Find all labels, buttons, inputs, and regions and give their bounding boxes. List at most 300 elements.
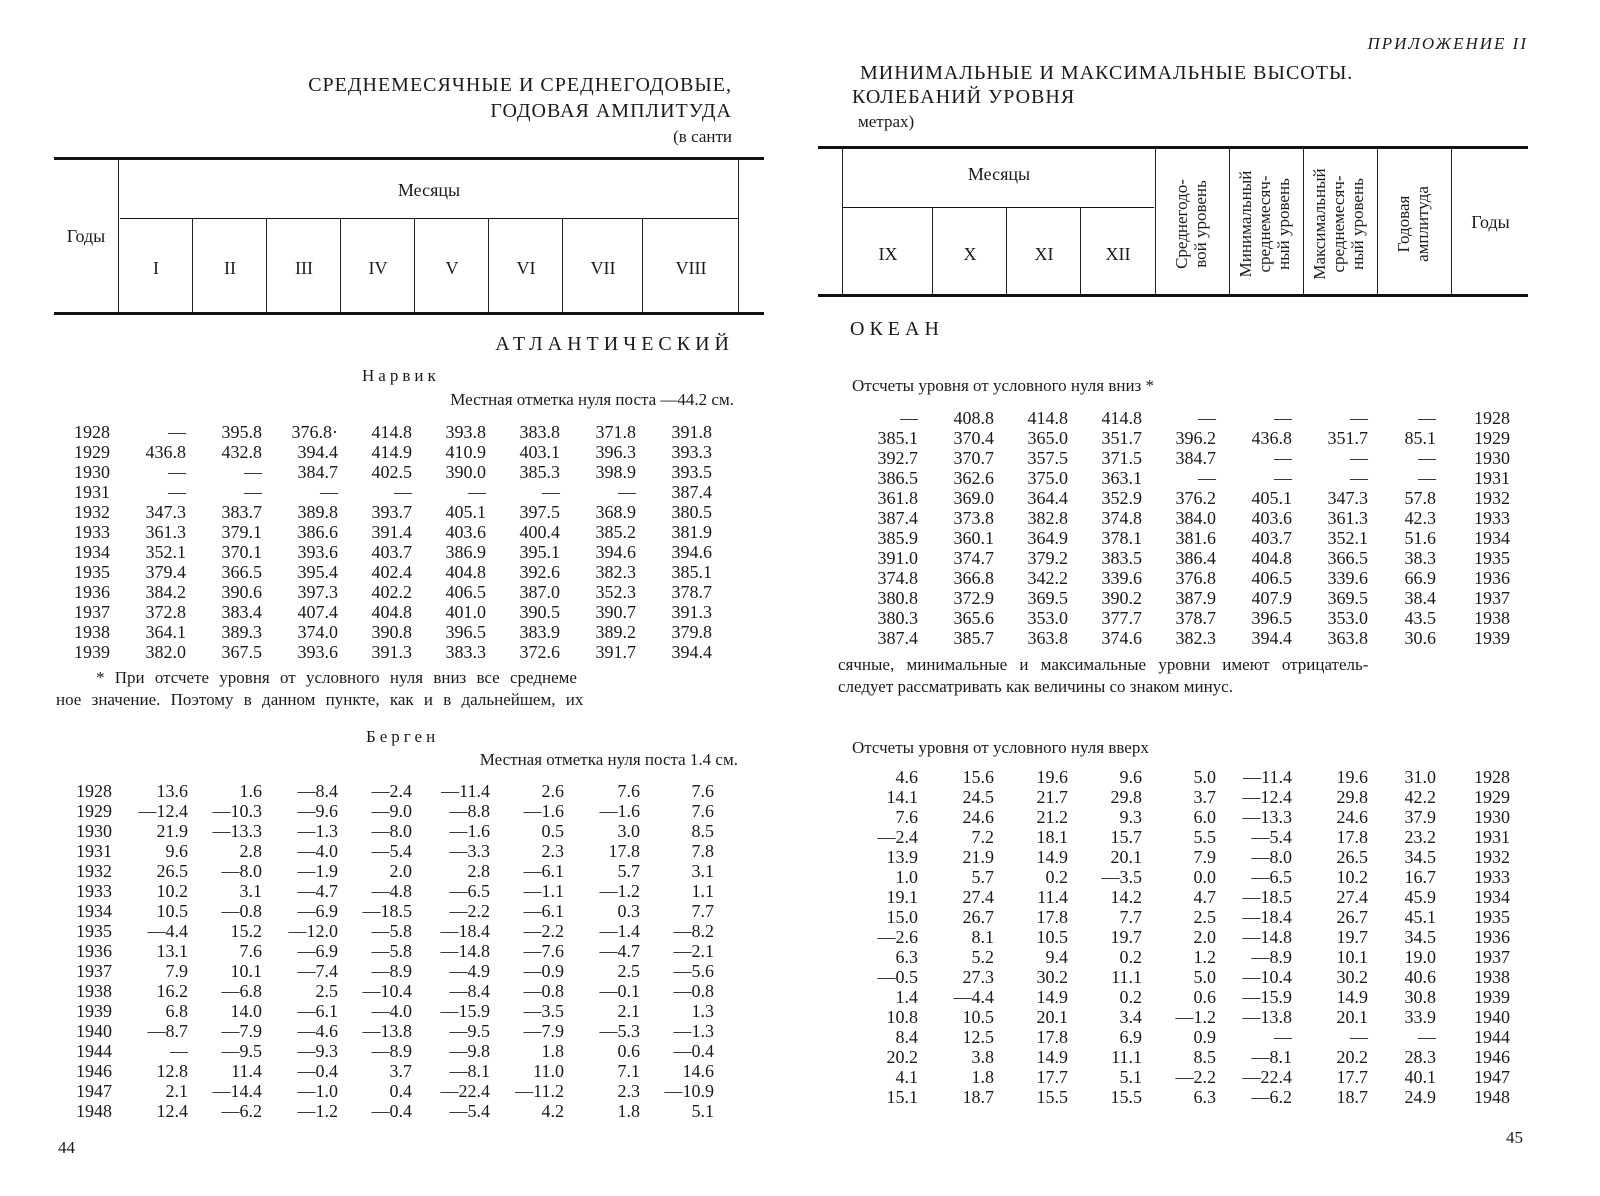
- value-cell: 373.8: [953, 508, 994, 528]
- value-cell: 394.4: [671, 642, 712, 662]
- table-row: [74, 482, 712, 502]
- value-cell: 0.9: [1193, 1027, 1216, 1047]
- ocean-label-right: ОКЕАН: [850, 318, 944, 340]
- value-cell: 7.1: [617, 1061, 640, 1081]
- value-cell: —7.9: [221, 1021, 262, 1041]
- month-header-iii: III: [295, 258, 313, 278]
- value-cell: 361.3: [1327, 508, 1368, 528]
- value-cell: —2.2: [523, 921, 564, 941]
- value-cell: 391.8: [671, 422, 712, 442]
- year-cell: 1929: [1474, 428, 1510, 448]
- value-cell: 8.5: [1193, 1047, 1216, 1067]
- value-cell: —11.4: [441, 781, 490, 801]
- table-row: [868, 1007, 1510, 1027]
- value-cell: —9.5: [221, 1041, 262, 1061]
- value-cell: 15.5: [1110, 1087, 1142, 1107]
- year-cell: 1928: [1474, 767, 1510, 787]
- value-cell: 2.3: [541, 841, 564, 861]
- table-row: [868, 887, 1510, 907]
- left-title-line1: СРЕДНЕМЕСЯЧНЫЕ И СРЕДНЕГОДОВЫЕ,: [308, 74, 732, 96]
- value-cell: 30.8: [1404, 987, 1436, 1007]
- value-cell: 393.6: [297, 642, 338, 662]
- year-cell: 1940: [76, 1021, 112, 1041]
- value-cell: —8.2: [673, 921, 714, 941]
- value-cell: 372.8: [145, 602, 186, 622]
- value-cell: —0.4: [673, 1041, 714, 1061]
- narvik-table-left: [74, 422, 712, 662]
- table-row: [868, 867, 1510, 887]
- value-cell: —5.6: [673, 961, 714, 981]
- table-row: [868, 767, 1510, 787]
- table-row: [868, 987, 1510, 1007]
- value-cell: 7.6: [691, 801, 714, 821]
- value-cell: —: [1350, 468, 1368, 488]
- value-cell: —8.9: [1251, 947, 1292, 967]
- value-cell: 14.0: [230, 1001, 262, 1021]
- value-cell: —1.2: [297, 1101, 338, 1121]
- table-row: [76, 961, 714, 981]
- value-cell: 0.4: [389, 1081, 412, 1101]
- value-cell: —7.6: [523, 941, 564, 961]
- header-max-monthly: Максимальный среднемесяч- ный уровень: [1310, 168, 1367, 280]
- value-cell: 40.6: [1404, 967, 1436, 987]
- value-cell: 385.9: [877, 528, 918, 548]
- left-months-rule: [120, 218, 738, 219]
- year-cell: 1938: [76, 981, 112, 1001]
- value-cell: 3.1: [691, 861, 714, 881]
- value-cell: 12.4: [156, 1101, 188, 1121]
- month-header-vii: VII: [590, 258, 616, 278]
- table-row: [76, 901, 714, 921]
- table-row: [868, 927, 1510, 947]
- value-cell: 365.6: [953, 608, 994, 628]
- year-cell: 1933: [1474, 867, 1510, 887]
- value-cell: 390.5: [519, 602, 560, 622]
- value-cell: 376.2: [1175, 488, 1216, 508]
- value-cell: 400.4: [519, 522, 560, 542]
- value-cell: —: [394, 482, 412, 502]
- value-cell: 1.4: [895, 987, 918, 1007]
- left-header-bottom-rule: [54, 312, 764, 315]
- page-number-left: 44: [58, 1138, 75, 1157]
- value-cell: —: [542, 482, 560, 502]
- value-cell: 374.0: [297, 622, 338, 642]
- value-cell: 392.6: [519, 562, 560, 582]
- value-cell: 396.3: [595, 442, 636, 462]
- value-cell: —5.3: [599, 1021, 640, 1041]
- value-cell: 7.9: [165, 961, 188, 981]
- value-cell: —1.6: [523, 801, 564, 821]
- table-row: [74, 442, 712, 462]
- value-cell: 24.6: [1336, 807, 1368, 827]
- value-cell: —3.5: [1101, 867, 1142, 887]
- table-row: [868, 967, 1510, 987]
- value-cell: —6.5: [449, 881, 490, 901]
- footnote-right-line2: следует рассматривать как величины со знаком минус.: [838, 677, 1233, 696]
- value-cell: 394.4: [1251, 628, 1292, 648]
- value-cell: —: [1198, 408, 1216, 428]
- value-cell: —: [468, 482, 486, 502]
- value-cell: 6.8: [165, 1001, 188, 1021]
- left-col-divider: [118, 160, 119, 312]
- value-cell: 6.3: [1193, 1087, 1216, 1107]
- value-cell: 403.1: [519, 442, 560, 462]
- right-col-divider: [1451, 149, 1452, 294]
- year-cell: 1935: [1474, 907, 1510, 927]
- year-cell: 1934: [1474, 887, 1510, 907]
- month-header-x: X: [963, 244, 977, 264]
- year-cell: 1936: [74, 582, 110, 602]
- year-cell: 1946: [1474, 1047, 1510, 1067]
- year-cell: 1944: [1474, 1027, 1510, 1047]
- value-cell: 26.5: [1336, 847, 1368, 867]
- value-cell: 391.4: [371, 522, 412, 542]
- value-cell: —9.6: [297, 801, 338, 821]
- right-header-top-rule: [818, 146, 1528, 149]
- year-cell: 1937: [1474, 947, 1510, 967]
- value-cell: —3.5: [523, 1001, 564, 1021]
- value-cell: —12.4: [138, 801, 188, 821]
- value-cell: 19.7: [1336, 927, 1368, 947]
- table-row: [76, 1021, 714, 1041]
- value-cell: —8.0: [221, 861, 262, 881]
- value-cell: —3.3: [449, 841, 490, 861]
- value-cell: 364.9: [1027, 528, 1068, 548]
- value-cell: 20.2: [1336, 1047, 1368, 1067]
- value-cell: 3.1: [239, 881, 262, 901]
- narvik-zero-mark: Местная отметка нуля поста —44.2 см.: [450, 390, 734, 409]
- value-cell: 391.3: [671, 602, 712, 622]
- value-cell: 375.0: [1027, 468, 1068, 488]
- right-months-header: Месяцы: [967, 164, 1031, 184]
- value-cell: 14.9: [1336, 987, 1368, 1007]
- value-cell: 352.3: [595, 582, 636, 602]
- value-cell: 57.8: [1404, 488, 1436, 508]
- value-cell: 15.5: [1036, 1087, 1068, 1107]
- year-cell: 1930: [1474, 807, 1510, 827]
- value-cell: 384.0: [1175, 508, 1216, 528]
- value-cell: —1.6: [449, 821, 490, 841]
- value-cell: —1.6: [599, 801, 640, 821]
- value-cell: —9.8: [449, 1041, 490, 1061]
- table-row: [74, 522, 712, 542]
- value-cell: —: [1274, 1027, 1292, 1047]
- year-cell: 1932: [1474, 847, 1510, 867]
- value-cell: 11.1: [1111, 1047, 1142, 1067]
- value-cell: 393.5: [671, 462, 712, 482]
- value-cell: 9.3: [1119, 807, 1142, 827]
- value-cell: —22.4: [440, 1081, 490, 1101]
- value-cell: 436.8: [1251, 428, 1292, 448]
- value-cell: 26.7: [1336, 907, 1368, 927]
- value-cell: 372.6: [519, 642, 560, 662]
- value-cell: 376.8·: [291, 422, 338, 442]
- year-cell: 1933: [76, 881, 112, 901]
- value-cell: 42.2: [1404, 787, 1436, 807]
- value-cell: 6.0: [1193, 807, 1216, 827]
- bergen-zero-mark: Местная отметка нуля поста 1.4 см.: [479, 750, 738, 769]
- value-cell: 386.4: [1175, 548, 1216, 568]
- value-cell: —: [1274, 448, 1292, 468]
- value-cell: 379.1: [221, 522, 262, 542]
- year-cell: 1928: [76, 781, 112, 801]
- month-header-xi: XI: [1034, 244, 1054, 264]
- value-cell: 404.8: [1251, 548, 1292, 568]
- value-cell: 10.5: [1036, 927, 1068, 947]
- table-row: [76, 941, 714, 961]
- right-col-divider: [1080, 208, 1081, 294]
- value-cell: 19.6: [1036, 767, 1068, 787]
- value-cell: 402.2: [371, 582, 412, 602]
- value-cell: 414.8: [1101, 408, 1142, 428]
- value-cell: 382.3: [1175, 628, 1216, 648]
- value-cell: 10.8: [886, 1007, 918, 1027]
- value-cell: 18.1: [1036, 827, 1068, 847]
- value-cell: —2.2: [449, 901, 490, 921]
- value-cell: 7.2: [971, 827, 994, 847]
- table-row: [74, 622, 712, 642]
- month-header-xii: XII: [1105, 244, 1131, 264]
- value-cell: —1.0: [297, 1081, 338, 1101]
- value-cell: 404.8: [371, 602, 412, 622]
- value-cell: 0.2: [1119, 947, 1142, 967]
- table-row: [74, 602, 712, 622]
- value-cell: —1.4: [599, 921, 640, 941]
- value-cell: 389.3: [221, 622, 262, 642]
- value-cell: 1.8: [617, 1101, 640, 1121]
- value-cell: 380.8: [877, 588, 918, 608]
- value-cell: 13.6: [156, 781, 188, 801]
- left-col-divider: [488, 219, 489, 312]
- value-cell: —: [1350, 1027, 1368, 1047]
- value-cell: —14.4: [212, 1081, 262, 1101]
- value-cell: 28.3: [1404, 1047, 1436, 1067]
- value-cell: —1.3: [673, 1021, 714, 1041]
- left-years-header: Годы: [66, 226, 106, 246]
- value-cell: 390.6: [221, 582, 262, 602]
- value-cell: —8.9: [371, 1041, 412, 1061]
- year-cell: 1937: [1474, 588, 1510, 608]
- value-cell: 387.4: [671, 482, 712, 502]
- value-cell: 379.4: [145, 562, 186, 582]
- value-cell: —4.0: [371, 1001, 412, 1021]
- value-cell: 410.9: [445, 442, 486, 462]
- value-cell: 14.2: [1110, 887, 1142, 907]
- value-cell: 0.3: [617, 901, 640, 921]
- value-cell: 366.8: [953, 568, 994, 588]
- value-cell: 2.5: [1193, 907, 1216, 927]
- value-cell: 31.0: [1404, 767, 1436, 787]
- table-row: [868, 1047, 1510, 1067]
- value-cell: 14.9: [1036, 847, 1068, 867]
- left-col-divider: [266, 219, 267, 312]
- value-cell: —: [244, 462, 262, 482]
- value-cell: 393.8: [445, 422, 486, 442]
- value-cell: —0.8: [221, 901, 262, 921]
- value-cell: 16.2: [156, 981, 188, 1001]
- value-cell: 34.5: [1404, 847, 1436, 867]
- value-cell: 30.6: [1404, 628, 1436, 648]
- value-cell: 407.4: [297, 602, 338, 622]
- value-cell: 12.8: [156, 1061, 188, 1081]
- table-row: [868, 488, 1510, 508]
- value-cell: 29.8: [1110, 787, 1142, 807]
- value-cell: 2.6: [541, 781, 564, 801]
- value-cell: —: [1418, 448, 1436, 468]
- value-cell: 14.9: [1036, 1047, 1068, 1067]
- value-cell: 379.8: [671, 622, 712, 642]
- value-cell: 2.1: [165, 1081, 188, 1101]
- value-cell: 386.9: [445, 542, 486, 562]
- year-cell: 1936: [1474, 568, 1510, 588]
- table-row: [868, 1087, 1510, 1107]
- value-cell: —0.4: [297, 1061, 338, 1081]
- value-cell: —1.2: [599, 881, 640, 901]
- value-cell: 15.1: [886, 1087, 918, 1107]
- left-col-divider: [192, 219, 193, 312]
- year-cell: 1939: [76, 1001, 112, 1021]
- value-cell: —: [1274, 408, 1292, 428]
- value-cell: —6.1: [523, 861, 564, 881]
- station-name-narvik: Нарвик: [362, 366, 440, 385]
- value-cell: 5.5: [1193, 827, 1216, 847]
- value-cell: —5.8: [371, 941, 412, 961]
- left-col-divider: [738, 160, 739, 312]
- value-cell: 20.2: [886, 1047, 918, 1067]
- value-cell: 1.8: [541, 1041, 564, 1061]
- value-cell: 29.8: [1336, 787, 1368, 807]
- value-cell: —: [900, 408, 918, 428]
- value-cell: 7.6: [239, 941, 262, 961]
- value-cell: —9.3: [297, 1041, 338, 1061]
- value-cell: 19.0: [1404, 947, 1436, 967]
- value-cell: 40.1: [1404, 1067, 1436, 1087]
- year-cell: 1935: [74, 562, 110, 582]
- value-cell: 390.0: [445, 462, 486, 482]
- right-col-divider: [1006, 208, 1007, 294]
- value-cell: —: [1198, 468, 1216, 488]
- value-cell: 24.6: [962, 807, 994, 827]
- value-cell: 6.9: [1119, 1027, 1142, 1047]
- value-cell: —4.7: [599, 941, 640, 961]
- value-cell: 7.6: [895, 807, 918, 827]
- value-cell: 384.7: [297, 462, 338, 482]
- value-cell: —5.4: [449, 1101, 490, 1121]
- value-cell: 33.9: [1404, 1007, 1436, 1027]
- value-cell: —: [618, 482, 636, 502]
- value-cell: 8.4: [895, 1027, 918, 1047]
- table-row: [76, 981, 714, 1001]
- value-cell: 397.3: [297, 582, 338, 602]
- ocean-label-left: АТЛАНТИЧЕСКИЙ: [495, 333, 734, 355]
- value-cell: 19.6: [1336, 767, 1368, 787]
- value-cell: 0.5: [541, 821, 564, 841]
- value-cell: 11.0: [533, 1061, 564, 1081]
- value-cell: 12.5: [962, 1027, 994, 1047]
- table-row: [76, 821, 714, 841]
- value-cell: —12.4: [1242, 787, 1292, 807]
- value-cell: 23.2: [1404, 827, 1436, 847]
- year-cell: 1934: [1474, 528, 1510, 548]
- value-cell: 394.6: [671, 542, 712, 562]
- year-cell: 1933: [74, 522, 110, 542]
- value-cell: —13.3: [212, 821, 262, 841]
- value-cell: 13.9: [886, 847, 918, 867]
- value-cell: 382.8: [1027, 508, 1068, 528]
- value-cell: 403.7: [371, 542, 412, 562]
- year-cell: 1940: [1474, 1007, 1510, 1027]
- year-cell: 1937: [76, 961, 112, 981]
- value-cell: —0.8: [523, 981, 564, 1001]
- value-cell: 20.1: [1336, 1007, 1368, 1027]
- value-cell: 378.1: [1101, 528, 1142, 548]
- value-cell: 383.8: [519, 422, 560, 442]
- table-row: [868, 408, 1510, 428]
- value-cell: 7.8: [691, 841, 714, 861]
- year-cell: 1934: [74, 542, 110, 562]
- value-cell: —0.9: [523, 961, 564, 981]
- value-cell: —6.2: [1251, 1087, 1292, 1107]
- value-cell: 353.0: [1327, 608, 1368, 628]
- value-cell: 17.7: [1036, 1067, 1068, 1087]
- value-cell: —1.1: [523, 881, 564, 901]
- value-cell: —9.0: [371, 801, 412, 821]
- station-name-bergen: Берген: [366, 727, 440, 746]
- header-annual-amplitude: Годовая амплитуда: [1394, 186, 1432, 262]
- value-cell: 398.9: [595, 462, 636, 482]
- value-cell: 432.8: [221, 442, 262, 462]
- value-cell: —: [244, 482, 262, 502]
- value-cell: 389.2: [595, 622, 636, 642]
- value-cell: 10.5: [962, 1007, 994, 1027]
- year-cell: 1930: [74, 462, 110, 482]
- value-cell: 9.6: [165, 841, 188, 861]
- value-cell: —5.4: [371, 841, 412, 861]
- value-cell: 3.8: [971, 1047, 994, 1067]
- year-cell: 1939: [74, 642, 110, 662]
- value-cell: 5.7: [971, 867, 994, 887]
- table-row: [868, 468, 1510, 488]
- value-cell: 66.9: [1404, 568, 1436, 588]
- value-cell: 391.3: [371, 642, 412, 662]
- value-cell: 3.7: [389, 1061, 412, 1081]
- value-cell: 401.0: [445, 602, 486, 622]
- value-cell: 351.7: [1101, 428, 1142, 448]
- value-cell: 392.7: [877, 448, 918, 468]
- value-cell: 351.7: [1327, 428, 1368, 448]
- appendix-label: ПРИЛОЖЕНИЕ II: [1367, 34, 1528, 53]
- value-cell: 3.4: [1119, 1007, 1142, 1027]
- value-cell: 11.1: [1111, 967, 1142, 987]
- value-cell: 21.9: [156, 821, 188, 841]
- value-cell: 363.8: [1327, 628, 1368, 648]
- table-row: [868, 508, 1510, 528]
- value-cell: 85.1: [1404, 428, 1436, 448]
- bergen-table-right: [868, 767, 1510, 1107]
- value-cell: 352.1: [1327, 528, 1368, 548]
- table-row: [868, 588, 1510, 608]
- year-cell: 1930: [1474, 448, 1510, 468]
- value-cell: 15.0: [886, 907, 918, 927]
- value-cell: —8.1: [449, 1061, 490, 1081]
- value-cell: 1.3: [691, 1001, 714, 1021]
- table-row: [76, 1061, 714, 1081]
- value-cell: 1.1: [691, 881, 714, 901]
- table-row: [76, 801, 714, 821]
- header-min-monthly: Минимальный среднемесяч- ный уровень: [1236, 170, 1293, 278]
- value-cell: 396.2: [1175, 428, 1216, 448]
- value-cell: 1.2: [1193, 947, 1216, 967]
